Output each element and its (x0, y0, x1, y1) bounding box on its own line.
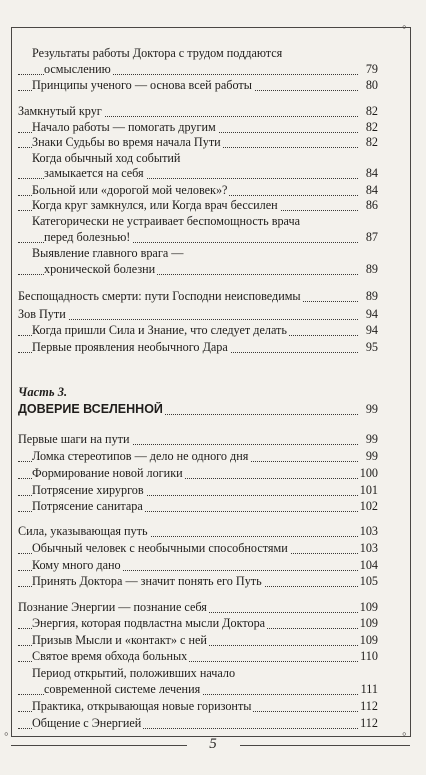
entry-title: замыкается на себя (44, 166, 144, 180)
toc-entry (18, 666, 378, 682)
entry-page-number: 95 (365, 340, 378, 354)
entry-title: Часть 3. (18, 385, 68, 399)
entry-title: Результаты работы Доктора с трудом поддаются (32, 46, 283, 60)
entry-title: Первые шаги на пути (18, 432, 130, 446)
entry-page-number: 89 (365, 289, 378, 303)
toc-entry (18, 449, 378, 465)
page-number: 5 (209, 736, 217, 752)
toc-entry (18, 46, 378, 62)
toc-entry (18, 541, 378, 557)
entry-page-number: 99 (365, 432, 378, 446)
toc-entry (18, 385, 378, 401)
entry-page-number: 99 (365, 402, 378, 416)
entry-title: Призыв Мысли и «контакт» с ней (32, 633, 207, 647)
toc-entry (18, 524, 378, 540)
entry-title: Беспощадность смерти: пути Господни неисповедимы (18, 289, 301, 303)
entry-title: Больной или «дорогой мой человек»? (32, 183, 228, 197)
toc-entry (18, 574, 378, 590)
entry-page-number: 112 (360, 716, 378, 730)
leader-dots (18, 319, 358, 320)
toc-entry (18, 151, 378, 167)
toc-entry (18, 135, 378, 151)
corner-ornament-bottom-right: ◦ (402, 726, 407, 741)
toc-entry (18, 716, 378, 732)
entry-title: Когда круг замкнулся, или Когда врач бессилен (32, 198, 278, 212)
entry-page-number: 86 (365, 198, 378, 212)
entry-page-number: 99 (365, 449, 378, 463)
entry-page-number: 109 (359, 633, 378, 647)
entry-title: Потрясение хирургов (32, 483, 144, 497)
entry-title: Замкнутый круг (18, 104, 102, 118)
entry-title: Выявление главного врага — (32, 246, 184, 260)
entry-page-number: 94 (365, 323, 378, 337)
toc-entry (18, 699, 378, 715)
entry-page-number: 79 (365, 62, 378, 76)
entry-title: Категорически не устраивает беспомощность врача (32, 214, 301, 228)
toc-entry (18, 616, 378, 632)
entry-page-number: 100 (359, 466, 378, 480)
entry-title: Кому много дано (32, 558, 121, 572)
toc-entry (18, 323, 378, 339)
entry-page-number: 109 (359, 600, 378, 614)
entry-title: Энергия, которая подвластна мысли Доктора (32, 616, 266, 630)
entry-title: Общение с Энергией (32, 716, 142, 730)
entry-title: Принять Доктора — значит понять его Путь (32, 574, 262, 588)
entry-page-number: 94 (365, 307, 378, 321)
entry-title: современной системе лечения (44, 682, 201, 696)
entry-title: перед болезнью! (44, 230, 131, 244)
toc-entry (18, 246, 378, 262)
entry-title: Ломка стереотипов — дело не одного дня (32, 449, 249, 463)
toc-entry (18, 289, 378, 305)
entry-title: ДОВЕРИЕ ВСЕЛЕННОЙ (18, 402, 163, 416)
toc-entry (18, 483, 378, 499)
entry-page-number: 105 (359, 574, 378, 588)
entry-page-number: 82 (365, 120, 378, 134)
entry-page-number: 111 (360, 682, 378, 696)
entry-title: Потрясение санитара (32, 499, 143, 513)
entry-title: Начало работы — помогать другим (32, 120, 216, 134)
entry-title: Сила, указывающая путь (18, 524, 148, 538)
toc-entry (18, 78, 378, 94)
entry-title: Формирование новой логики (32, 466, 183, 480)
entry-page-number: 87 (365, 230, 378, 244)
entry-page-number: 101 (359, 483, 378, 497)
entry-title: Первые проявления необычного Дара (32, 340, 228, 354)
toc-entry (18, 633, 378, 649)
toc-entry (18, 104, 378, 120)
entry-page-number: 103 (359, 524, 378, 538)
toc-entry (18, 198, 378, 214)
entry-page-number: 89 (365, 262, 378, 276)
entry-title: Святое время обхода больных (32, 649, 188, 663)
toc-entry (18, 307, 378, 323)
toc-entry (18, 166, 378, 182)
toc-entry (18, 600, 378, 616)
toc-entry (18, 682, 378, 698)
entry-title: Зов Пути (18, 307, 66, 321)
toc-entry (18, 499, 378, 515)
entry-title: Когда пришли Сила и Знание, что следует делать (32, 323, 287, 337)
toc-entry (18, 466, 378, 482)
entry-page-number: 82 (365, 104, 378, 118)
entry-title: Период открытий, положивших начало (32, 666, 236, 680)
entry-title: Практика, открывающая новые горизонты (32, 699, 252, 713)
toc-entry (18, 230, 378, 246)
toc-entry (18, 402, 378, 418)
entry-page-number: 112 (360, 699, 378, 713)
entry-title: осмыслению (44, 62, 111, 76)
entry-page-number: 109 (359, 616, 378, 630)
entry-page-number: 84 (365, 166, 378, 180)
toc-entry (18, 340, 378, 356)
entry-page-number: 80 (365, 78, 378, 92)
toc-entry (18, 214, 378, 230)
entry-page-number: 110 (360, 649, 378, 663)
entry-title: Познание Энергии — познание себя (18, 600, 207, 614)
corner-ornament-top-right: ◦ (402, 19, 407, 34)
entry-page-number: 84 (365, 183, 378, 197)
entry-title: Когда обычный ход событий (32, 151, 181, 165)
entry-page-number: 82 (365, 135, 378, 149)
entry-title: Принципы ученого — основа всей работы (32, 78, 252, 92)
toc-entry (18, 262, 378, 278)
toc-entry (18, 558, 378, 574)
toc-entry (18, 649, 378, 665)
toc-entry (18, 432, 378, 448)
toc-entry (18, 120, 378, 136)
toc-entry (18, 62, 378, 78)
entry-title: хронической болезни (44, 262, 156, 276)
entry-page-number: 102 (359, 499, 378, 513)
entry-title: Обычный человек с необычными способностями (32, 541, 288, 555)
toc-entry (18, 183, 378, 199)
entry-page-number: 103 (359, 541, 378, 555)
entry-page-number: 104 (359, 558, 378, 572)
corner-ornament-bottom-left: ◦ (4, 726, 9, 741)
entry-title: Знаки Судьбы во время начала Пути (32, 135, 221, 149)
